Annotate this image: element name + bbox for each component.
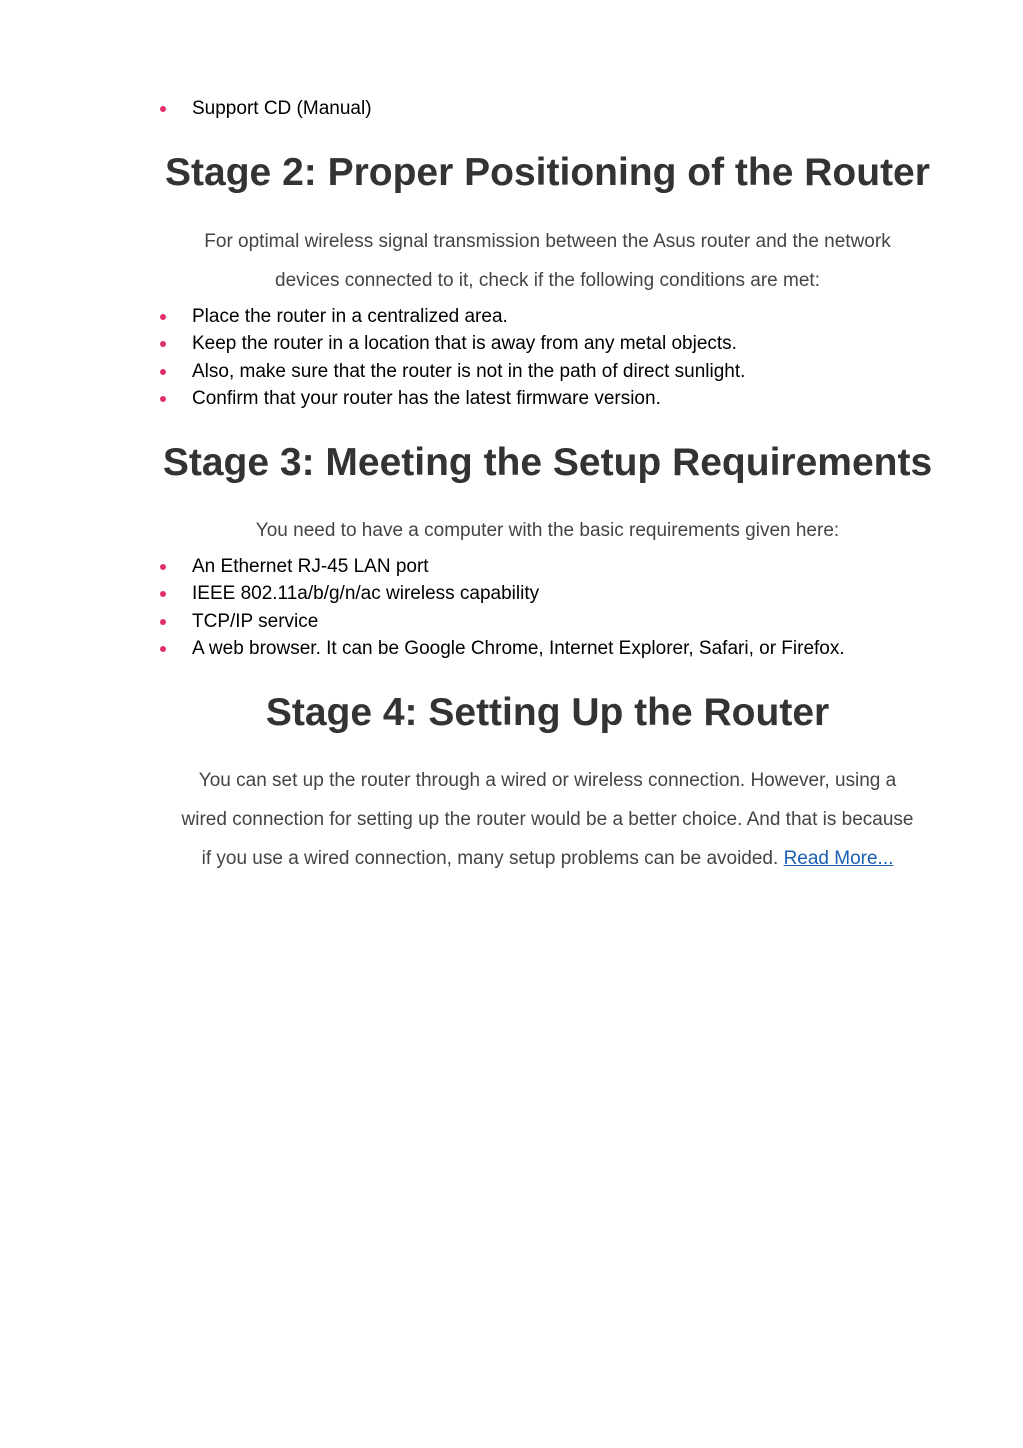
stage2-intro-line1: For optimal wireless signal transmission between the Asus router and the network [204, 231, 891, 252]
stage2-heading: Stage 2: Proper Positioning of the Router [165, 151, 930, 194]
stage2-intro-line2: devices connected to it, check if the following conditions are met: [275, 270, 820, 291]
bullet-icon [160, 619, 166, 625]
stage3-bullet-list [160, 553, 845, 662]
stage4-line3: if you use a wired connection, many setup problems can be avoided. [201, 848, 779, 869]
bullet-icon [160, 646, 166, 652]
list-item: Keep the router in a location that is away from any metal objects. [160, 330, 745, 357]
bullet-icon [160, 591, 166, 597]
list-item: Support CD (Manual) [160, 95, 372, 122]
stage4-body [100, 761, 995, 878]
stage4-line1: You can set up the router through a wired or wireless connection. However, using a [198, 770, 897, 791]
bullet-icon [160, 314, 166, 320]
stage2-bullet-list [160, 303, 745, 412]
stage3-heading: Stage 3: Meeting the Setup Requirements [162, 441, 933, 484]
stage4-heading: Stage 4: Setting Up the Router [265, 691, 830, 734]
bullet-icon [160, 369, 166, 375]
stage2-intro [100, 222, 995, 300]
bullet-icon [160, 564, 166, 570]
list-item: Confirm that your router has the latest firmware version. [160, 385, 745, 412]
list-item: A web browser. It can be Google Chrome, Internet Explorer, Safari, or Firefox. [160, 635, 845, 662]
list-item: Also, make sure that the router is not in the path of direct sunlight. [160, 358, 745, 385]
list-item: IEEE 802.11a/b/g/n/ac wireless capability [160, 580, 845, 607]
list-item: TCP/IP service [160, 608, 845, 635]
bullet-icon [160, 341, 166, 347]
stage4-line2: wired connection for setting up the router would be a better choice. And that is because [181, 809, 914, 830]
bullet-icon [160, 396, 166, 402]
stage3-intro: You need to have a computer with the basic requirements given here: [255, 520, 840, 541]
list-item: Place the router in a centralized area. [160, 303, 745, 330]
bullet-icon [160, 106, 166, 112]
top-bullet-list [160, 95, 372, 122]
read-more-link[interactable]: Read More... [783, 848, 894, 869]
list-item: An Ethernet RJ-45 LAN port [160, 553, 845, 580]
